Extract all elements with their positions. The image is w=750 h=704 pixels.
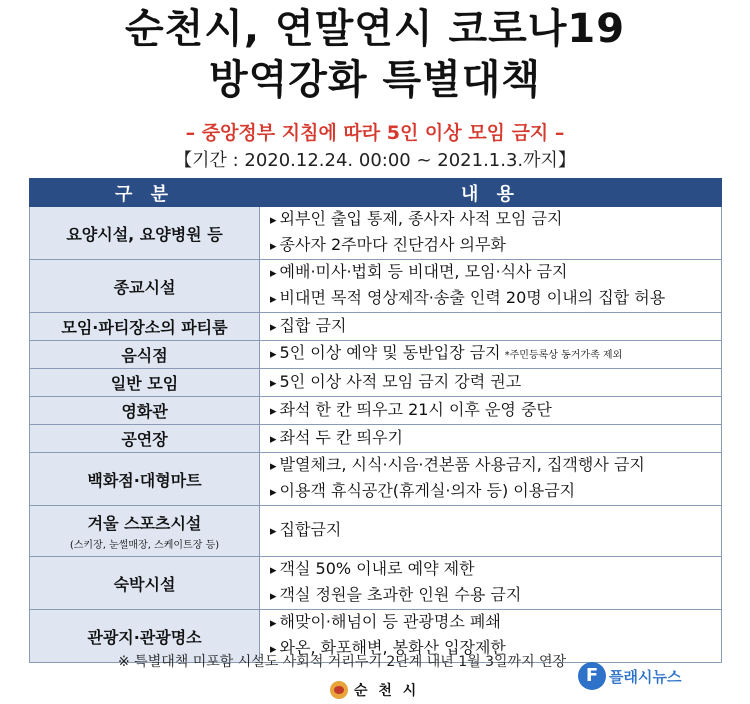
row-category: 관광지·관광명소 [30,610,260,663]
table-row [30,369,722,397]
table-row [30,260,722,313]
row-content [260,557,722,610]
row-content [260,506,722,557]
row-item: ▸ 해맞이·해넘이 등 관광명소 폐쇄 [270,610,721,636]
city-logo-text: 순 천 시 [354,683,420,699]
table-row [30,506,722,557]
row-category: 영화관 [30,397,260,425]
row-category: 종교시설 [30,260,260,313]
header-content: 내 용 [260,179,722,207]
table-row [30,453,722,506]
row-content [260,207,722,260]
row-item: ▸ 5인 이상 사적 모임 금지 강력 권고 [270,370,721,396]
row-item: ▸ 예배·미사·법회 등 비대면, 모임·식사 금지 [270,260,721,286]
row-category: 모임·파티장소의 파티룸 [30,313,260,341]
row-category: 겨울 스포츠시설 [87,514,202,533]
table-row [30,557,722,610]
row-category: 공연장 [30,425,260,453]
city-logo [330,680,419,700]
city-emblem-icon [330,681,348,699]
row-content [260,397,722,425]
title-line-2: 방역강화 특별대책 [208,57,542,103]
news-logo-icon: F [578,662,606,690]
table-row [30,313,722,341]
row-category: 음식점 [30,341,260,369]
row-content [260,313,722,341]
row-item: ▸ 객실 50% 이내로 예약 제한 [270,557,721,583]
news-watermark [578,662,681,690]
row-content [260,369,722,397]
row-item: ▸ 발열체크, 시식·시음·견본품 사용금지, 집객행사 금지 [270,453,721,479]
row-item: ▸ 집합 금지 [270,314,721,340]
subtitle: – 중앙정부 지침에 따라 5인 이상 모임 금지 – [185,122,565,144]
title-line-1: 순천시, 연말연시 코로나19 [124,6,626,52]
row-item: ▸ 비대면 목적 영상제작·송출 인력 20명 이내의 집합 허용 [270,286,721,312]
row-content [260,260,722,313]
footnote: ※ 특별대책 미포함 시설도 사회적 거리두기 2단계 내년 1월 3일까지 연장 [118,654,567,670]
row-category-cell [30,506,260,557]
row-category: 숙박시설 [30,557,260,610]
row-category: 일반 모임 [30,369,260,397]
news-watermark-text: 플래시뉴스 [609,667,682,686]
row-item: ▸ 이용객 휴식공간(휴게실·의자 등) 이용금지 [270,479,721,505]
row-category: 요양시설, 요양병원 등 [30,207,260,260]
row-item: ▸ 객실 정원을 초과한 인원 수용 금지 [270,583,721,609]
row-item: ▸ 집합금지 [270,518,721,544]
row-content [260,341,722,369]
table-row [30,341,722,369]
table-row [30,425,722,453]
row-item: ▸ 좌석 한 칸 띄우고 21시 이후 운영 중단 [270,398,721,424]
row-category-sub: (스키장, 눈썰매장, 스케이트장 등) [69,540,220,551]
table-row [30,397,722,425]
row-content [260,453,722,506]
row-item: ▸ 좌석 두 칸 띄우기 [270,426,721,452]
row-category: 백화점·대형마트 [30,453,260,506]
row-item: ▸ 외부인 출입 통제, 종사자 사적 모임 금지 [270,207,721,233]
row-item: 5인 이상 예약 및 동반입장 금지 [279,343,501,362]
row-item-with-note [270,341,721,368]
row-item: ▸ 와온, 화포해변, 봉화산 입장제한 [270,636,721,662]
row-item: ▸ 종사자 2주마다 진단검사 의무화 [270,233,721,259]
measures-table [29,178,722,663]
row-note: *주민등록상 동거가족 제외 [504,350,623,361]
period: 【기간 : 2020.12.24. 00:00 ~ 2021.1.3.까지】 [174,150,576,171]
table-header-row [30,179,722,207]
table-row [30,207,722,260]
header-category: 구 분 [30,179,260,207]
row-content [260,425,722,453]
